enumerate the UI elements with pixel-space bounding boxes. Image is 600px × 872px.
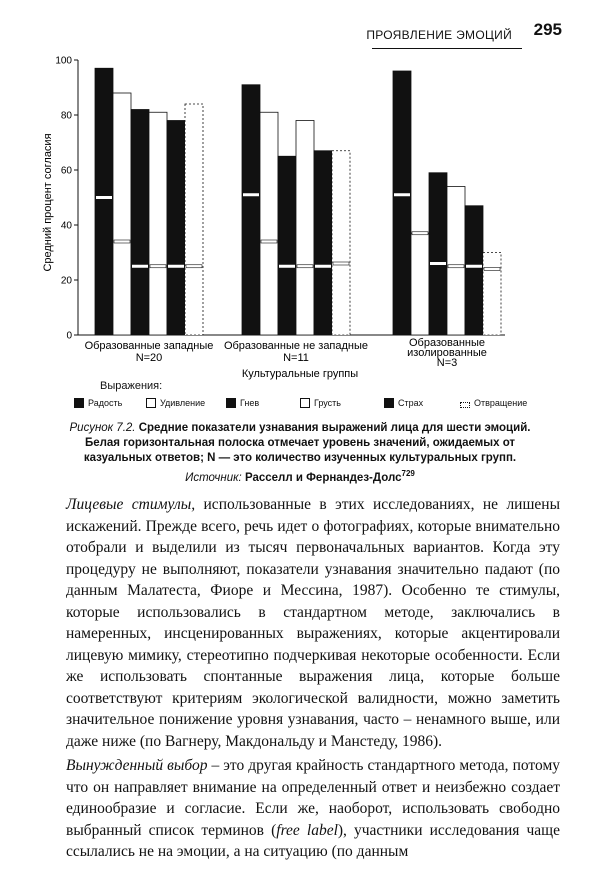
caption-source-label: Источник: — [185, 471, 242, 484]
legend-label: Отвращение — [474, 398, 528, 408]
y-tick-label: 20 — [60, 275, 72, 287]
y-tick-label: 0 — [66, 330, 72, 342]
legend-swatch — [384, 398, 394, 408]
paragraph-1-text: использованные в этих исследованиях, не лишены искажений. Прежде всего, речь идет о фотографиях, которые внимательно отобрали и выделили из тысяч первоначальных вариантов. Когда эту процедуру не выполняют, показатели узнавания значительно падают (по данным Малатеста, Фиоре и Мессина, 1987). Особенно те стимулы, которые использовались в стандартном методе, заключались в намеренных, инсценированных выражениях, которые акцентировали лицевую мимику, стереотипно подчеркивая некоторые особенности. Если же использовать спонтанные выражения лица, которые больше соответствуют критериям экологической валидности, можно заметить значительное понижение уровня узнавания, часто – ненамного выше, или даже ниже (по Вагнеру, Макдональду и Манстеду, 1986). — [66, 496, 561, 750]
legend-item — [146, 398, 205, 408]
caption-text: Средние показатели узнавания выражений лица для шести эмоций. Белая горизонтальная полоска отмечает уровень значений, ожидаемых от казуальных ответов; N — это количество изученных культуральных групп. — [83, 422, 531, 464]
page-number: 295 — [533, 20, 562, 39]
x-tick-label: изолированные — [407, 347, 487, 359]
y-tick-label: 80 — [60, 110, 72, 122]
chance-level-mark — [315, 265, 331, 268]
chance-level-mark — [132, 265, 148, 268]
bar — [113, 93, 131, 335]
bar — [314, 151, 332, 335]
bar — [149, 112, 167, 335]
bar — [167, 121, 185, 336]
paragraph-1 — [66, 494, 560, 752]
chart-legend — [74, 398, 554, 414]
legend-swatch — [146, 398, 156, 408]
chance-level-mark — [448, 265, 464, 268]
caption-source: Расселл и Фернандез-Долс — [244, 471, 402, 484]
legend-item — [384, 398, 423, 408]
legend-label: Радость — [88, 398, 123, 408]
bar — [483, 253, 501, 336]
legend-swatch — [74, 398, 84, 408]
legend-item — [74, 398, 122, 408]
x-tick-label: Образованные — [408, 337, 486, 349]
paragraph-2-text-b: ), участники исследования чаще ссылались не на эмоции, а на ситуацию (по данным — [66, 821, 560, 860]
x-tick-label: Образованные западные — [84, 340, 214, 352]
y-tick-label: 60 — [60, 165, 72, 177]
legend-item — [300, 398, 341, 408]
running-head: ПРОЯВЛЕНИЕ ЭМОЦИЙ — [366, 28, 512, 42]
y-tick-label: 40 — [60, 220, 72, 232]
x-tick-label: N=11 — [283, 352, 309, 364]
legend-item — [226, 398, 259, 408]
bar — [131, 110, 149, 336]
legend-title: Выражения: — [100, 380, 163, 392]
bar — [242, 85, 260, 335]
chance-level-mark — [279, 265, 295, 268]
bar — [429, 173, 447, 335]
bar — [465, 206, 483, 335]
bar — [393, 71, 411, 335]
figure-caption — [60, 421, 540, 486]
paragraph-2-term: Вынужденный выбор — [66, 757, 208, 774]
chance-level-mark — [333, 262, 349, 265]
bar — [95, 68, 113, 335]
chance-level-mark — [466, 265, 482, 268]
bar-chart — [0, 40, 600, 380]
chance-level-mark — [150, 265, 166, 268]
body-text — [66, 494, 560, 863]
chance-level-mark — [430, 262, 446, 265]
legend-label: Удивление — [160, 398, 206, 408]
caption-source-ref: 729 — [401, 469, 415, 478]
bar — [296, 121, 314, 336]
chance-level-mark — [96, 196, 112, 199]
chance-level-mark — [243, 193, 259, 196]
y-axis-label: Средний процент согласия — [42, 133, 54, 272]
chance-level-mark — [394, 193, 410, 196]
x-tick-label: N=3 — [436, 357, 458, 369]
legend-swatch — [460, 402, 470, 408]
legend-swatch — [226, 398, 236, 408]
caption-label: Рисунок 7.2. — [69, 422, 136, 434]
bar — [447, 187, 465, 336]
paragraph-2-term-2: free label — [276, 821, 338, 839]
chance-level-mark — [297, 265, 313, 268]
bar — [185, 104, 203, 335]
paragraph-1-term: Лицевые стимулы, — [66, 496, 196, 513]
legend-label: Грусть — [314, 398, 341, 408]
x-tick-label: Образованные не западные — [223, 340, 369, 352]
y-tick-label: 100 — [55, 55, 72, 67]
x-axis-label: Культуральные группы — [241, 368, 359, 380]
legend-swatch — [300, 398, 310, 408]
x-tick-label: N=20 — [135, 352, 163, 364]
legend-label: Страх — [398, 398, 424, 408]
chance-level-mark — [168, 265, 184, 268]
chance-level-mark — [412, 232, 428, 235]
chance-level-mark — [484, 268, 500, 271]
bar — [260, 112, 278, 335]
chance-level-mark — [186, 265, 202, 268]
paragraph-2-text-a: – это другая крайность стандартного метода, потому что он направляет внимание на определенный ответ и неизбежно создает единообразие и согласие. Если же, наоборот, использовать свободно выбранный список терминов ( — [66, 757, 561, 839]
paragraph-2 — [66, 755, 560, 863]
bar — [411, 233, 429, 335]
bar — [332, 151, 350, 335]
chance-level-mark — [114, 240, 130, 243]
bar — [278, 156, 296, 335]
chance-level-mark — [261, 240, 277, 243]
legend-label: Гнев — [240, 398, 260, 408]
legend-item — [460, 398, 527, 408]
